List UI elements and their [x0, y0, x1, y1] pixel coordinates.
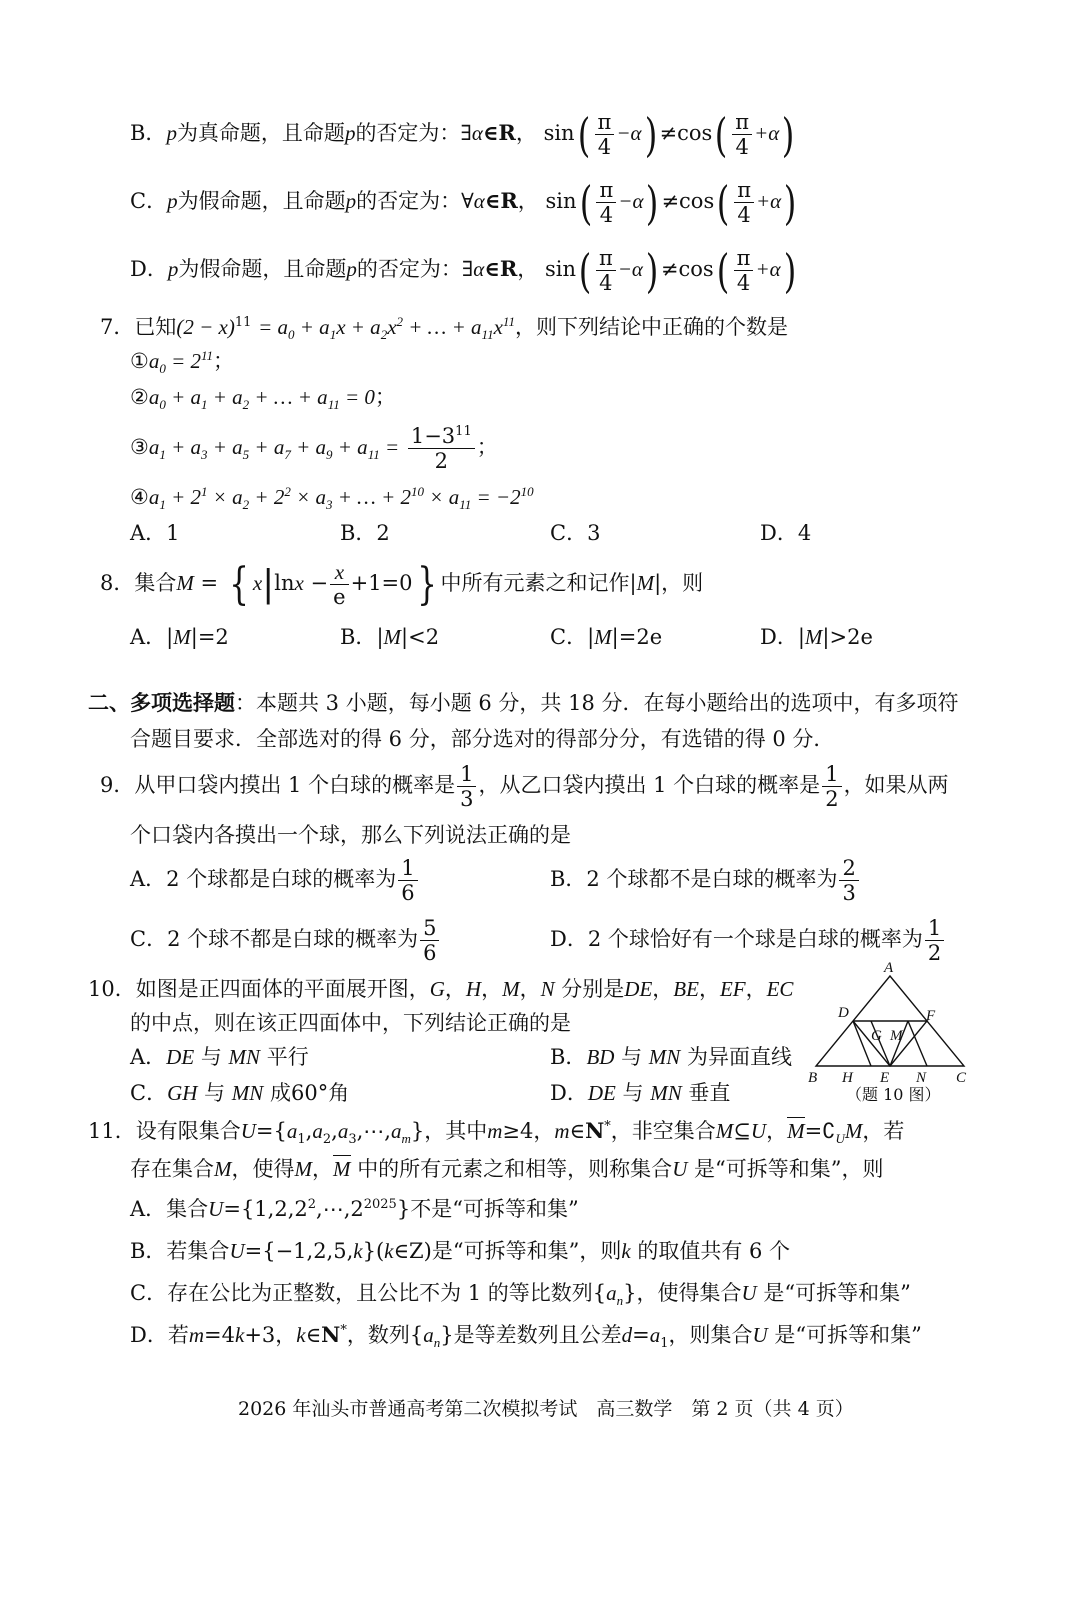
- q8-option-b: B．|M|<2: [340, 625, 440, 649]
- q10-stem-cont: 的中点，则在该正四面体中，下列结论正确的是: [130, 1011, 571, 1035]
- q7-statement-2: $②a_0 + a_1 + a_2$ + … + $a_{11} = 0$；: [130, 385, 396, 413]
- q11-option-d: D．若m=4k+3，k∈N*，数列$\{a_n\}$是等差数列且公差$d=a_1$，则集合U 是“可拆等和集”: [130, 1322, 922, 1352]
- q10-option-a: A．DE 与 MN 平行: [130, 1045, 309, 1069]
- label-h: H: [842, 1070, 853, 1086]
- q11-stem-cont: 存在集合M，使得M，M 中的所有元素之和相等，则称集合U 是“可拆等和集”，则: [130, 1157, 884, 1181]
- q7-option-b: B．2: [340, 521, 390, 545]
- q7-option-c: C．3: [550, 521, 601, 545]
- q6-option-c: C．p为假命题，且命题p的否定为：∀α∈R， sin( $\frac{\pi}{4}$ −α) ≠cos( $\frac{\pi}{4}$ +α): [130, 175, 797, 230]
- q8-option-c: C．|M|=2e: [550, 625, 663, 649]
- label-c: C: [956, 1070, 967, 1086]
- figure-caption: （题 10 图）: [846, 1085, 941, 1104]
- q9-stem: 9．从甲口袋内摸出 1 个白球的概率是 $\frac{1}{3}$ ，从乙口袋内摸出 1 个白球的概率是 $\frac{1}{2}$ ，如果从两: [100, 762, 949, 812]
- q6-option-d: D．p为假命题，且命题p的否定为：∃α∈R， sin( $\frac{\pi}{4}$ −α) ≠cos( $\frac{\pi}{4}$ +α): [130, 243, 796, 298]
- q10-option-b: B．BD 与 MN 为异面直线: [550, 1045, 792, 1069]
- label-m: M: [890, 1028, 903, 1044]
- q8-option-a: A．|M|=2: [130, 625, 229, 649]
- q7-statement-1: $①a_0 = 2^{11}$；: [130, 348, 235, 377]
- page-footer: 2026 年汕头市普通高考第二次模拟考试 高三数学 第 2 页（共 4 页）: [238, 1398, 854, 1420]
- label-d: D: [838, 1005, 849, 1021]
- section2-heading: 二、多项选择题：本题共 3 小题，每小题 6 分，共 18 分．在每小题给出的选项中，有多项符: [88, 690, 959, 715]
- q7-stem: 7．已知$(2 - x)^{11} = a_0 + a_1x + a_2x^2$ + … + $a_{11}x^{11}$，则下列结论中正确的个数是: [100, 314, 788, 343]
- q9-option-a: A．2 个球都是白球的概率为 $\frac{1}{6}$: [130, 856, 420, 905]
- q10-option-c: C．GH 与 MN 成60°角: [130, 1081, 350, 1105]
- label-e: E: [880, 1070, 890, 1086]
- q11-option-a: A．集合$U=\{1,2,2^2,\cdots,2^{2025}\}$不是“可拆等和集”: [130, 1197, 579, 1221]
- q7-statement-3: $③a_1 + a_3 + a_5 + a_7 + a_9 + a_{11}$ = $\frac{1-3^{11}}{2}$ ；: [130, 424, 498, 474]
- q7-statement-4: $④a_1 + 2^1 \times a_2 + 2^2 \times a_3$ + … + $2^{10} \times a_{11} = -2^{10}$: [130, 484, 534, 513]
- q11-option-b: B．若集合U={−1,2,5,k}(k∈Z)是“可拆等和集”，则k 的取值共有 6 个: [130, 1239, 791, 1263]
- label-n: N: [916, 1070, 927, 1086]
- q6-option-b: B．p为真命题，且命题p的否定为：∃α∈R， sin( $\frac{\pi}{4}$ −α) ≠cos( $\frac{\pi}{4}$ +α): [130, 107, 795, 162]
- q9-option-d: D．2 个球恰好有一个球是白球的概率为 $\frac{1}{2}$: [550, 916, 946, 965]
- q11-stem: 11．设有限集合$U=\{a_1,a_2,a_3,\cdots,a_m\}$，其中m≥4，m∈N*，非空集合M⊆U，$M=∁_UM$，若: [88, 1118, 905, 1148]
- q9-option-b: B．2 个球都不是白球的概率为 $\frac{2}{3}$: [550, 856, 861, 905]
- q9-stem-cont: 个口袋内各摸出一个球，那么下列说法正确的是: [130, 823, 571, 847]
- label-f: F: [926, 1008, 936, 1024]
- q10-stem: 10．如图是正四面体的平面展开图，G，H，M，N 分别是DE，BE，EF，EC: [88, 977, 794, 1001]
- tetrahedron-net-figure: [808, 958, 978, 1108]
- q8-option-d: D．|M|>2e: [760, 625, 873, 649]
- q10-option-d: D．DE 与 MN 垂直: [550, 1081, 731, 1105]
- section2-text: 合题目要求．全部选对的得 6 分，部分选对的得部分分，有选错的得 0 分．: [130, 727, 835, 751]
- q7-option-a: A．1: [130, 521, 180, 545]
- label-b: B: [808, 1070, 818, 1086]
- q11-option-c: C．存在公比为正整数，且公比不为 1 的等比数列$\{a_n\}$，使得集合U 是“可拆等和集”: [130, 1281, 911, 1309]
- q9-option-c: C．2 个球不都是白球的概率为 $\frac{5}{6}$: [130, 916, 441, 965]
- label-g: G: [871, 1028, 882, 1044]
- label-a: A: [884, 960, 894, 976]
- q7-option-d: D．4: [760, 521, 812, 545]
- q8-stem: 8．集合M = { x|lnx − $\frac{x}{e}$ +1=0} 中所有元素之和记作|M|，则: [100, 558, 704, 610]
